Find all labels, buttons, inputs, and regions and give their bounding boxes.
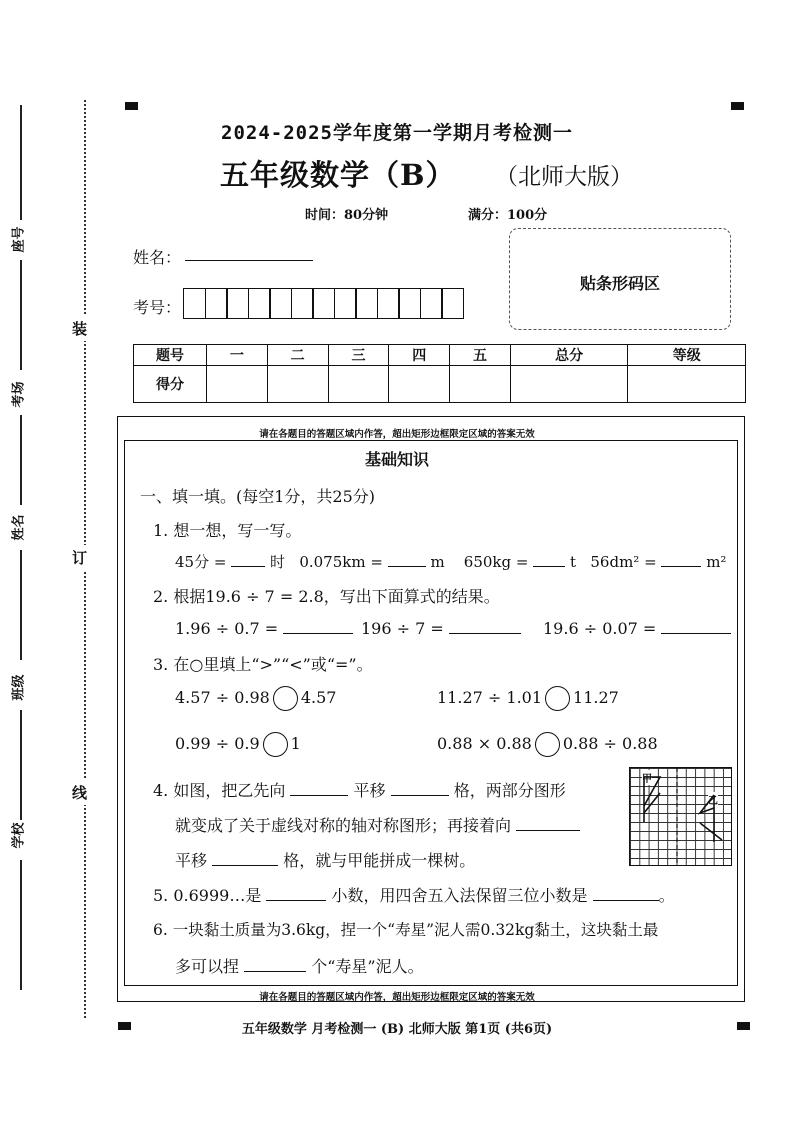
q2-b-blank[interactable]	[449, 619, 521, 634]
page-footer: 五年级数学 月考检测一 (B) 北师大版 第1页 (共6页)	[241, 1022, 553, 1037]
score-header-cell: 一	[207, 345, 268, 366]
q1-b-blank[interactable]	[388, 552, 426, 567]
q1-b-text: 0.075km =	[299, 553, 383, 571]
score-row-label: 得分	[134, 366, 207, 403]
compare-circle[interactable]	[545, 686, 570, 711]
q6-count-blank[interactable]	[244, 957, 306, 972]
exam-time: 时间：80分钟	[305, 208, 389, 223]
score-header-cell: 四	[389, 345, 450, 366]
q4-steps-blank-1[interactable]	[391, 781, 449, 796]
school-line-lower	[20, 860, 22, 990]
score-cell[interactable]	[389, 366, 450, 403]
q1-c-unit: t	[570, 553, 577, 571]
edition-label: （北师大版）	[495, 164, 633, 190]
q4-line1-c: 格，两部分图形	[453, 781, 566, 800]
part1-heading: 一、填一填。(每空1分，共25分)	[140, 487, 376, 506]
q4-line2-text: 就变成了关于虚线对称的轴对称图形；再接着向	[175, 816, 512, 835]
q5-a: 5. 0.6999…是	[153, 886, 262, 905]
q1-d-unit: m²	[706, 553, 727, 571]
q3-d-left: 0.88 × 0.88	[437, 734, 532, 753]
section-title: 基础知识	[364, 450, 429, 469]
q3-b-right: 11.27	[573, 688, 619, 707]
q1-a-unit: 时	[270, 553, 286, 571]
q4-line3-a: 平移	[175, 851, 208, 870]
q5-b: 小数，用四舍五入法保留三位小数是	[331, 886, 588, 905]
q4-direction-blank-1[interactable]	[290, 781, 348, 796]
q1-d-text: 56dm² =	[590, 553, 657, 571]
q3-item-d	[437, 732, 658, 757]
q2-answers-b	[361, 619, 521, 638]
name-label: 姓名	[11, 514, 27, 541]
q4-grid-figure	[629, 767, 732, 866]
answer-area-notice-bottom: 请在各题目的答题区域内作答，超出矩形边框限定区域的答案无效	[259, 992, 535, 1003]
q6-line2-a: 多可以捏	[175, 957, 240, 976]
q6-line2	[175, 954, 424, 977]
barcode-area	[509, 228, 731, 330]
seat-label: 座号	[11, 226, 27, 253]
q5-type-blank[interactable]	[266, 886, 326, 901]
q1-b-unit: m	[430, 553, 445, 571]
score-cell[interactable]	[207, 366, 268, 403]
q2-answers-c	[543, 619, 731, 638]
q3-c-left: 0.99 ÷ 0.9	[175, 734, 260, 753]
score-header-cell: 题号	[134, 345, 207, 366]
exam-no-boxes[interactable]	[183, 288, 463, 319]
score-header-cell: 三	[328, 345, 389, 366]
q3-a-left: 4.57 ÷ 0.98	[175, 688, 270, 707]
q4-line3	[175, 848, 475, 871]
compare-circle[interactable]	[273, 686, 298, 711]
score-cell[interactable]	[510, 366, 628, 403]
exam-title: 2024-2025学年度第一学期月考检测一	[221, 122, 573, 144]
score-cell[interactable]	[628, 366, 746, 403]
q4-line3-b: 格，就与甲能拼成一棵树。	[283, 851, 476, 870]
q3-a-right: 4.57	[300, 688, 337, 707]
q1-a-blank[interactable]	[231, 552, 265, 567]
room-label: 考场	[11, 381, 27, 408]
q3-d-right: 0.88 ÷ 0.88	[562, 734, 658, 753]
compare-circle[interactable]	[263, 732, 288, 757]
q4-line1-b: 平移	[353, 781, 386, 800]
class-label: 班级	[11, 674, 27, 701]
q1-answers	[175, 551, 726, 572]
q3-item-c	[175, 732, 301, 757]
q3-b-left: 11.27 ÷ 1.01	[437, 688, 543, 707]
score-header-cell: 五	[450, 345, 511, 366]
binding-char-zhuang: 装	[72, 316, 87, 341]
q1-a-text: 45分 =	[175, 553, 227, 571]
q6-line2-b: 个“寿星”泥人。	[311, 957, 424, 976]
room-line	[20, 260, 22, 370]
q2-answers	[175, 619, 353, 638]
score-cell[interactable]	[267, 366, 328, 403]
figure-label-yi: 乙	[708, 792, 718, 807]
q2-a-text: 1.96 ÷ 0.7 =	[175, 619, 279, 638]
registration-mark	[125, 102, 138, 110]
q1-title: 1. 想一想，写一写。	[153, 521, 302, 540]
q5-c: 。	[658, 886, 675, 905]
name-field-label: 姓名：	[133, 248, 182, 267]
registration-mark	[731, 102, 744, 110]
full-score: 满分：100分	[468, 208, 548, 223]
score-header-cell: 等级	[628, 345, 746, 366]
q4-line2	[175, 813, 580, 836]
exam-no-label: 考号：	[133, 298, 182, 317]
score-header-cell: 二	[267, 345, 328, 366]
class-line	[20, 550, 22, 660]
q2-c-blank[interactable]	[661, 619, 731, 634]
score-header-cell: 总分	[510, 345, 628, 366]
binding-char-xian: 线	[72, 780, 87, 805]
score-table	[133, 344, 746, 403]
q1-c-text: 650kg =	[463, 553, 529, 571]
subject-title: 五年级数学（B）	[220, 158, 456, 192]
q1-c-blank[interactable]	[533, 552, 565, 567]
q3-title: 3. 在○里填上“>”“<”或“=”。	[153, 655, 373, 674]
answer-area-notice-top: 请在各题目的答题区域内作答，超出矩形边框限定区域的答案无效	[259, 429, 535, 440]
q4-line1	[153, 778, 566, 801]
q3-item-a	[175, 686, 336, 711]
compare-circle[interactable]	[535, 732, 560, 757]
score-cell[interactable]	[450, 366, 511, 403]
q6-line1: 6. 一块黏土质量为3.6kg，捏一个“寿星”泥人需0.32kg黏土，这块黏土最	[153, 921, 659, 939]
tree-shapes-figure	[630, 768, 730, 864]
q2-c-text: 19.6 ÷ 0.07 =	[543, 619, 657, 638]
score-table-score-row	[134, 366, 746, 403]
figure-label-jia: 甲	[642, 770, 652, 785]
barcode-label: 贴条形码区	[579, 274, 660, 293]
name-field[interactable]	[185, 244, 313, 261]
school-line	[20, 710, 22, 820]
q2-title: 2. 根据19.6 ÷ 7 = 2.8，写出下面算式的结果。	[153, 587, 500, 606]
q4-direction-blank-2[interactable]	[516, 816, 580, 831]
q2-b-text: 196 ÷ 7 =	[361, 619, 444, 638]
q5-round-blank[interactable]	[593, 886, 659, 901]
school-label: 学校	[11, 822, 27, 849]
q3-item-b	[437, 686, 619, 711]
score-cell[interactable]	[328, 366, 389, 403]
q4-steps-blank-2[interactable]	[212, 851, 278, 866]
q3-c-right: 1	[290, 734, 301, 753]
score-table-header-row	[134, 345, 746, 366]
q1-d-blank[interactable]	[661, 552, 701, 567]
binding-char-ding: 订	[72, 545, 87, 570]
q4-line1-a: 4. 如图，把乙先向	[153, 781, 286, 800]
q5-line	[153, 883, 675, 906]
q2-a-blank[interactable]	[283, 619, 353, 634]
